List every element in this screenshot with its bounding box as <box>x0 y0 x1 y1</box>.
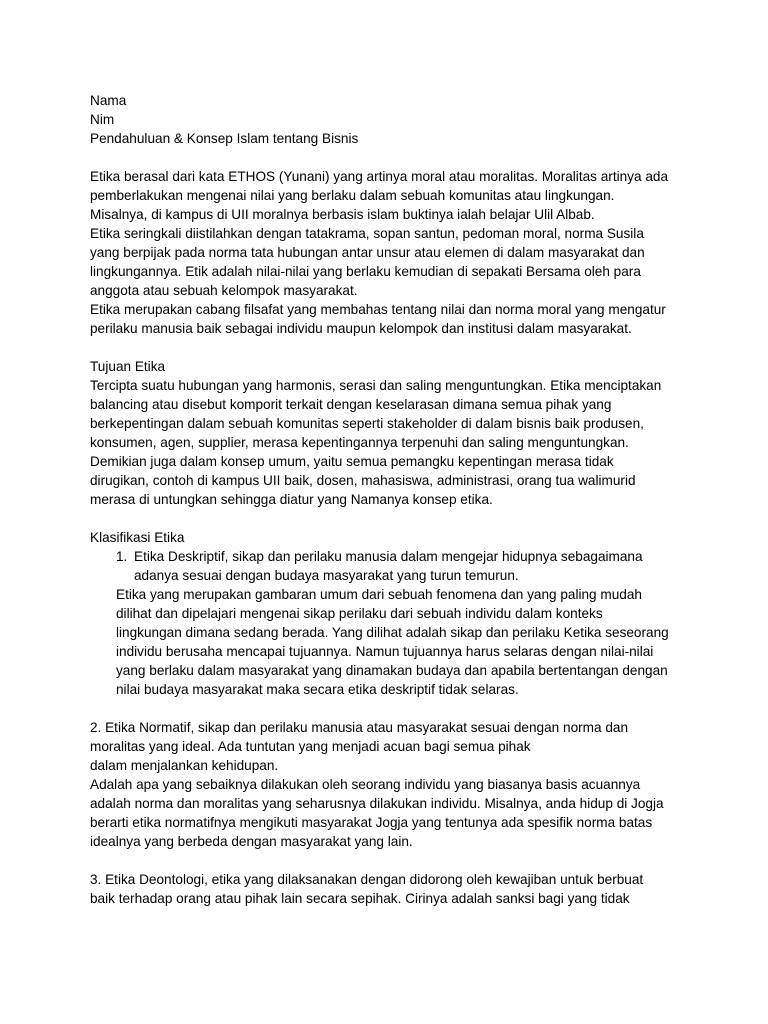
text-line: lingkungan dimana sedang berada. Yang dilihat adalah sikap dan perilaku Ketika seseorang <box>116 625 669 640</box>
text-line: balancing atau disebut komporit terkait dengan keselarasan dimana semua pihak yang <box>90 397 612 412</box>
text-line: moralitas yang ideal. Ada tuntutan yang menjadi acuan bagi semua pihak <box>90 739 531 754</box>
intro-paragraph <box>90 167 700 338</box>
list-number: 1. <box>116 549 128 564</box>
list-item-normatif <box>90 718 700 851</box>
list-item-deontologi <box>90 870 700 908</box>
section-heading-tujuan: Tujuan Etika <box>90 359 166 374</box>
spacer <box>90 338 700 357</box>
section-heading-klasifikasi: Klasifikasi Etika <box>90 530 185 545</box>
text-line: konsumen, agen, supplier, merasa kepentingannya terpenuhi dan saling menguntungkan. <box>90 435 629 450</box>
text-line: Tercipta suatu hubungan yang harmonis, serasi dan saling menguntungkan. Etika menciptakan <box>90 378 662 393</box>
text-line: Etika Deskriptif, sikap dan perilaku manusia dalam mengejar hidupnya sebagaimana <box>134 549 643 564</box>
text-line: Misalnya, di kampus di UII moralnya berbasis islam buktinya ialah belajar Ulil Albab. <box>90 207 595 222</box>
text-line: 2. Etika Normatif, sikap dan perilaku manusia atau masyarakat sesuai dengan norma dan <box>90 720 629 735</box>
spacer <box>90 509 700 528</box>
text-line: berkepentingan dalam sebuah komunitas seperti stakeholder di dalam bisnis baik produsen, <box>90 416 644 431</box>
name-label: Nama <box>90 93 127 108</box>
text-line: baik terhadap orang atau pihak lain secara sepihak. Cirinya adalah sanksi bagi yang tidak <box>90 891 630 906</box>
text-line: Etika berasal dari kata ETHOS (Yunani) yang artinya moral atau moralitas. Moralitas artinya ada <box>90 169 668 184</box>
text-line: Etika merupakan cabang filsafat yang membahas tentang nilai dan norma moral yang mengatur <box>90 302 666 317</box>
text-line: Etika yang merupakan gambaran umum dari sebuah fenomena dan yang paling mudah <box>116 587 642 602</box>
text-line: perilaku manusia baik sebagai individu maupun kelompok dan institusi dalam masyarakat. <box>90 321 632 336</box>
spacer <box>90 148 700 167</box>
list-item-deskriptif <box>90 547 700 699</box>
text-line: nilai budaya masyarakat maka secara etika deskriptif tidak selaras. <box>116 682 519 697</box>
text-line: lingkungannya. Etik adalah nilai-nilai yang berlaku kemudian di sepakati Bersama oleh para <box>90 264 641 279</box>
text-line: anggota atau sebuah kelompok masyarakat. <box>90 283 358 298</box>
text-line: 3. Etika Deontologi, etika yang dilaksanakan dengan didorong oleh kewajiban untuk berbuat <box>90 872 644 887</box>
text-line: dirugikan, contoh di kampus UII baik, dosen, mahasiswa, administrasi, orang tua walimurid <box>90 473 636 488</box>
text-line: dalam menjalankan kehidupan. <box>90 758 279 773</box>
document-title: Pendahuluan & Konsep Islam tentang Bisnis <box>90 131 359 146</box>
spacer <box>90 699 700 718</box>
text-line: idealnya yang berbeda dengan masyarakat yang lain. <box>90 834 413 849</box>
text-line: individu berusaha mencapai tujuannya. Namun tujuannya harus selaras dengan nilai-nilai <box>116 644 654 659</box>
text-line: adalah norma dan moralitas yang seharusnya dilakukan individu. Misalnya, anda hidup di Jogja <box>90 796 664 811</box>
spacer <box>90 851 700 870</box>
text-line: yang berpijak pada norma tata hubungan antar unsur atau elemen di dalam masyarakat dan <box>90 245 645 260</box>
text-line: merasa di untungkan sehingga diatur yang Namanya konsep etika. <box>90 492 493 507</box>
text-line: pemberlakukan mengenai nilai yang berlaku dalam sebuah komunitas atau lingkungan. <box>90 188 615 203</box>
text-line: Adalah apa yang sebaiknya dilakukan oleh seorang individu yang biasanya basis acuannya <box>90 777 641 792</box>
nim-label: Nim <box>90 112 115 127</box>
text-line: Demikian juga dalam konsep umum, yaitu semua pemangku kepentingan merasa tidak <box>90 454 614 469</box>
tujuan-paragraph <box>90 376 700 509</box>
text-line: Etika seringkali diistilahkan dengan tatakrama, sopan santun, pedoman moral, norma Susila <box>90 226 644 241</box>
document-page <box>90 91 700 908</box>
text-line: dilihat dan dipelajari mengenai sikap perilaku dari sebuah individu dalam konteks <box>116 606 603 621</box>
text-line: adanya sesuai dengan budaya masyarakat yang turun temurun. <box>134 568 519 583</box>
text-line: yang berlaku dalam masyarakat yang dinamakan budaya dan apabila bertentangan dengan <box>116 663 668 678</box>
text-line: berarti etika normatifnya mengikuti masyarakat Jogja yang tentunya ada spesifik norma batas <box>90 815 653 830</box>
